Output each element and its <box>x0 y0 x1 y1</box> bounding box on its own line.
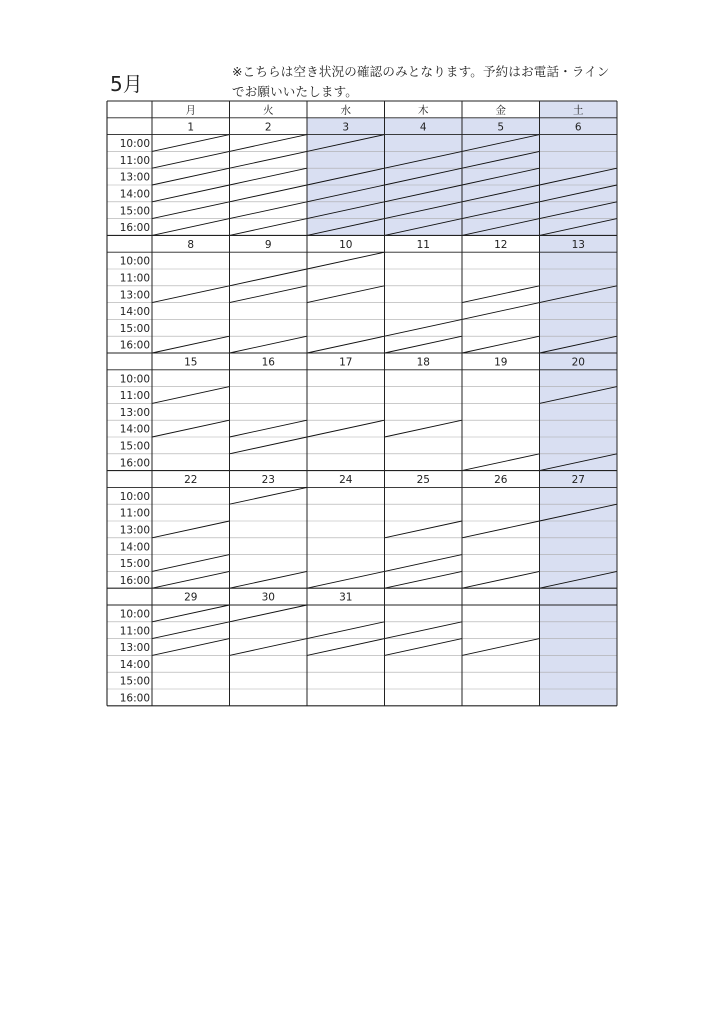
time-label: 13:00 <box>119 642 150 655</box>
booked-slash <box>230 639 308 656</box>
booked-slash <box>152 639 230 656</box>
booked-slash <box>307 639 385 656</box>
time-label: 11:00 <box>119 154 150 167</box>
time-label: 16:00 <box>119 457 150 470</box>
booked-slash <box>462 303 540 320</box>
booked-slash <box>152 219 230 236</box>
booked-slash <box>462 521 540 538</box>
booked-slash <box>385 639 463 656</box>
weekday-label: 金 <box>495 104 506 117</box>
booked-slash <box>462 286 540 303</box>
booked-slash <box>307 252 385 269</box>
holiday-shade <box>540 471 618 589</box>
time-label: 15:00 <box>119 558 150 571</box>
date-label: 6 <box>574 121 582 134</box>
time-label: 11:00 <box>119 507 150 520</box>
booked-slash <box>230 487 308 504</box>
booked-slash <box>152 555 230 572</box>
time-label: 16:00 <box>119 692 150 705</box>
holiday-shade <box>540 353 618 471</box>
time-label: 13:00 <box>119 289 150 302</box>
date-label: 22 <box>184 474 198 487</box>
date-label: 9 <box>264 238 272 251</box>
time-label: 13:00 <box>119 524 150 537</box>
booked-slash <box>230 151 308 168</box>
booked-slash <box>230 571 308 588</box>
booked-slash <box>152 521 230 538</box>
booked-slash <box>152 571 230 588</box>
time-label: 10:00 <box>119 255 150 268</box>
date-label: 19 <box>494 356 508 369</box>
date-label: 26 <box>494 474 508 487</box>
booked-slash <box>385 521 463 538</box>
date-label: 8 <box>187 238 195 251</box>
date-label: 5 <box>497 121 505 134</box>
booked-slash <box>152 420 230 437</box>
date-label: 29 <box>184 591 198 604</box>
time-label: 16:00 <box>119 574 150 587</box>
date-label: 27 <box>571 474 585 487</box>
date-label: 20 <box>571 356 585 369</box>
booked-slash <box>230 202 308 219</box>
date-label: 12 <box>494 238 508 251</box>
date-label: 24 <box>339 474 353 487</box>
booked-slash <box>152 202 230 219</box>
booked-slash <box>152 286 230 303</box>
date-label: 30 <box>261 591 275 604</box>
time-label: 14:00 <box>119 188 150 201</box>
weekday-label: 木 <box>418 104 429 117</box>
booked-slash <box>462 336 540 353</box>
booked-slash <box>307 286 385 303</box>
date-label: 31 <box>339 591 353 604</box>
time-label: 14:00 <box>119 658 150 671</box>
date-label: 4 <box>419 121 427 134</box>
booked-slash <box>230 286 308 303</box>
date-label: 11 <box>416 238 430 251</box>
booked-slash <box>462 454 540 471</box>
time-label: 15:00 <box>119 205 150 218</box>
booked-slash <box>230 437 308 454</box>
time-label: 15:00 <box>119 440 150 453</box>
booked-slash <box>307 336 385 353</box>
month-title: 5月 <box>110 72 143 96</box>
booked-slash <box>385 622 463 639</box>
time-label: 16:00 <box>119 222 150 235</box>
date-label: 23 <box>261 474 275 487</box>
time-label: 15:00 <box>119 322 150 335</box>
time-label: 13:00 <box>119 171 150 184</box>
time-label: 16:00 <box>119 339 150 352</box>
booked-slash <box>462 639 540 656</box>
date-label: 15 <box>184 356 198 369</box>
availability-note: ※こちらは空き状況の確認のみとなります。予約はお電話・ラインでお願いいたします。 <box>232 64 610 99</box>
booked-slash <box>152 605 230 622</box>
booked-slash <box>230 168 308 185</box>
date-label: 10 <box>339 238 353 251</box>
date-label: 1 <box>187 121 195 134</box>
date-label: 18 <box>416 356 430 369</box>
time-label: 11:00 <box>119 272 150 285</box>
time-label: 11:00 <box>119 625 150 638</box>
time-label: 14:00 <box>119 541 150 554</box>
booked-slash <box>307 622 385 639</box>
booked-slash <box>152 151 230 168</box>
booked-slash <box>307 571 385 588</box>
booked-slash <box>152 135 230 152</box>
booked-slash <box>152 387 230 404</box>
booked-slash <box>385 420 463 437</box>
booked-slash <box>230 135 308 152</box>
booked-slash <box>152 336 230 353</box>
time-label: 10:00 <box>119 608 150 621</box>
date-label: 25 <box>416 474 430 487</box>
date-label: 13 <box>571 238 585 251</box>
booked-slash <box>307 420 385 437</box>
time-label: 14:00 <box>119 423 150 436</box>
weekday-label: 月 <box>185 104 196 117</box>
date-label: 3 <box>342 121 350 134</box>
booked-slash <box>230 219 308 236</box>
booked-slash <box>462 571 540 588</box>
time-label: 10:00 <box>119 373 150 386</box>
booked-slash <box>385 555 463 572</box>
weekday-label: 土 <box>573 104 584 117</box>
booked-slash <box>230 269 308 286</box>
booked-slash <box>385 571 463 588</box>
booked-slash <box>385 336 463 353</box>
time-label: 15:00 <box>119 675 150 688</box>
booked-slash <box>152 168 230 185</box>
booked-slash <box>230 336 308 353</box>
date-label: 2 <box>264 121 272 134</box>
time-label: 14:00 <box>119 306 150 319</box>
booked-slash <box>385 319 463 336</box>
time-label: 13:00 <box>119 406 150 419</box>
booked-slash <box>230 185 308 202</box>
time-label: 10:00 <box>119 490 150 503</box>
booked-slash <box>152 622 230 639</box>
weekday-label: 火 <box>263 104 274 117</box>
booked-slash <box>152 185 230 202</box>
booked-slash <box>230 605 308 622</box>
holiday-shade <box>540 588 618 706</box>
date-label: 16 <box>261 356 275 369</box>
time-label: 10:00 <box>119 138 150 151</box>
booked-slash <box>230 420 308 437</box>
weekday-label: 水 <box>340 104 351 117</box>
date-label: 17 <box>339 356 353 369</box>
time-label: 11:00 <box>119 390 150 403</box>
